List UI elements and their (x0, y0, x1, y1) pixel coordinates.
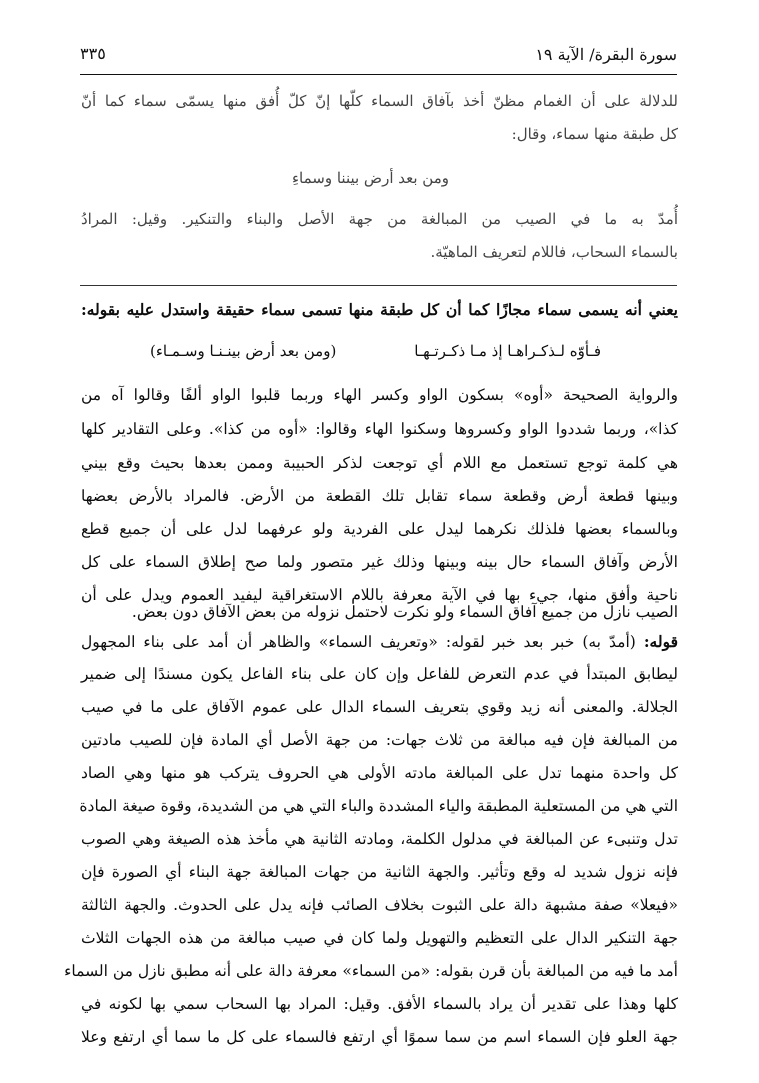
page-number: ٣٣٥ (80, 44, 106, 63)
qawluhu-rest: (أمدّ به) خبر بعد خبر لقوله: «وتعريف السماء» والظاهر أن أمد على بناء المجهول (81, 633, 636, 651)
text-line: «فيعلا» صفة مشبهة دالة على الثبوت بخلاف الصائب فإنه يدل على الحدوث. والجهة الثالثة (81, 896, 678, 914)
text-line: الصيب نازل من جميع آفاق السماء ولو نكرت لاحتمل نزوله من بعض الآفاق دون بعض. (131, 603, 678, 621)
text-line: التي هي من المستعلية المطبقة والياء المشددة والباء التي هي من الشديدة، وقوة صيغة المادة (79, 797, 678, 815)
text-line: أمد ما فيه من المبالغة بأن قرن بقوله: «من السماء» معرفة دالة على أنه مطبق نازل من السماء (64, 962, 678, 980)
header-rule (80, 74, 677, 75)
text-line: من المبالغة فإن فيه مبالغة من ثلاث جهات: من جهة الأصل أي المادة فإن للصيب مادتين (81, 731, 678, 749)
intro-line: يعني أنه يسمى سماء مجازًا كما أن كل طبقة منها تسمى سماء حقيقة واستدل عليه بقوله: (81, 300, 678, 319)
margin-verse: ومن بعد أرض بيننا وسماءِ (291, 169, 449, 187)
text-line: الأرض وآفاق السماء حال بينه وبينها وذلك غير متصور ولما صح إطلاق السماء على كل (81, 553, 678, 571)
margin-note-line: للدلالة على أن الغمام مظنّ أخذ بآفاق السماء كلّها إنّ كلّ أُفق منها يسمّى سماء كما أنّ (81, 92, 678, 110)
verse-hemistich-right: فـأوّه لـذكـراهـا إذ مـا ذكـرتـهـا (414, 342, 601, 360)
text-line: وبينها قطعة أرض وقطعة سماء تقابل تلك القطعة من الأرض. فالمراد بالأرض بعضها (81, 487, 678, 505)
text-line: جهة العلو فإن السماء اسم من سما سموًا أي ارتفع فالسماء على كل ما سما أي ارتفع وعلا (81, 1028, 678, 1046)
text-line: فإنه نزول شديد له وقع وتأثير. والجهة الثانية من جهات المبالغة جهة البناء أي الصورة فإن (81, 863, 678, 881)
text-line: كذا»، وربما شددوا الواو وكسروها وسكنوا الهاء وقالوا: «أوه من كذا». وعلى التقادير كلها (81, 420, 678, 438)
text-line: كل واحدة منهما تدل على المبالغة مادته الأولى هي الحروف يتركب هو منها وهي الصاد (81, 764, 678, 782)
section-separator (80, 285, 677, 286)
margin-note-line: بالسماء السحاب، فاللام لتعريف الماهيّة. (430, 243, 678, 261)
text-line: جهة التنكير الدال على التعظيم والتهويل ولما كان في صيب مبالغة من هذه الجهات الثلاث (81, 929, 678, 947)
qawluhu-label: قوله: (643, 632, 678, 651)
margin-note-line: كل طبقة منها سماء، وقال: (511, 125, 678, 143)
text-line: هي كلمة توجع تستعمل مع اللام أي توجعت لذكر الحبيبة وممن بعدها بحيث وقع بيني (81, 454, 678, 472)
text-line: ناحية وأفق منها، جيء بها في الآية معرفة باللام الاستغراقية ليفيد العموم ويدل على أن (81, 586, 678, 604)
verse-hemistich-left: (ومن بعد أرض بينـنـا وسـمـاء) (150, 342, 337, 360)
text-line: ليطابق المبتدأ في عدم التعرض للفاعل وإن كان على بناء الفاعل يكون مسندًا إلى ضمير (81, 665, 678, 683)
text-line: وبالسماء بعضها فلذلك نكرهما ليدل على الفردية ولو عرفهما لدل على أن جميع قطع (81, 520, 678, 538)
text-line: والرواية الصحيحة «أوه» بسكون الواو وكسر الهاء وربما قلبوا الواو ألفًا وقالوا آه من (81, 386, 678, 404)
running-header: سورة البقرة/ الآية ١٩ (535, 45, 677, 64)
text-line: كلها وهذا على تقدير أن يراد بالسماء الأفق. وقيل: المراد بها السحاب سمي بها لكونه في (81, 995, 678, 1013)
qawluhu-line (81, 632, 678, 651)
text-line: تدل وتنبىء عن المبالغة في مدلول الكلمة، ومادته الثانية هي مأخذ هذه الصيغة وهي الصوب (81, 830, 678, 848)
text-line: الجلالة. والمعنى أنه زيد وقوي بتعريف السماء الدال على عموم الآفاق على ما في صيب (81, 698, 678, 716)
margin-note-line: أُمدّ به ما في الصيب من المبالغة من جهة الأصل والبناء والتنكير. وقيل: المرادُ (81, 210, 678, 228)
